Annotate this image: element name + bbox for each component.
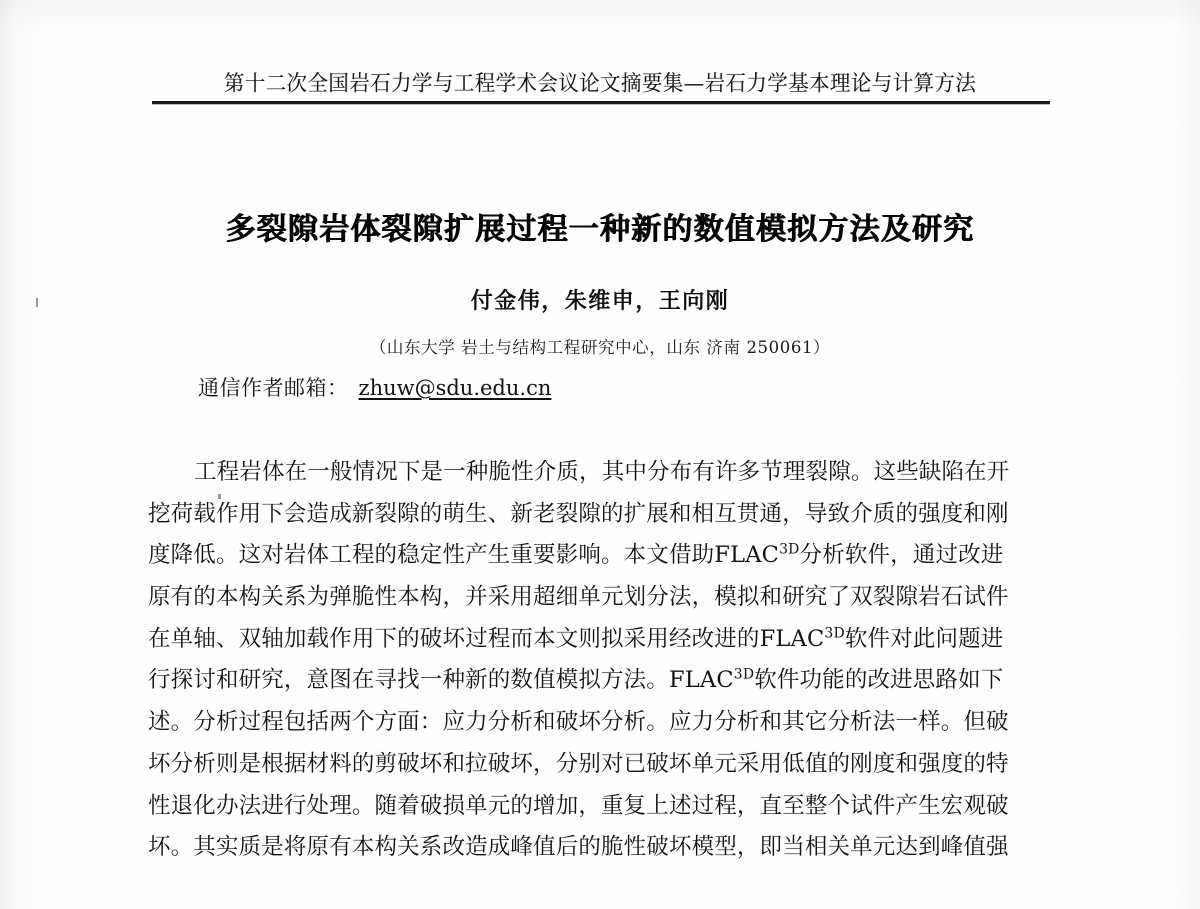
abstract-line (148, 494, 1056, 536)
abstract-line (148, 577, 1056, 619)
author-list: 付金伟，朱维申，王向刚 (470, 289, 730, 314)
scan-speck (218, 494, 221, 499)
text-run: 软件功能的改进思路如下 (754, 667, 1004, 694)
text-run: 述。分析过程包括两个方面：应力分析和破坏分析。应力分析和其它分析法一样。但破 (148, 709, 1009, 736)
abstract-line (148, 535, 1056, 577)
text-run: 度降低。这对岩体工程的稳定性产生重要影响。本文借助 (148, 542, 715, 569)
text-run: 行探讨和研究，意图在寻找一种新的数值模拟方法。 (148, 667, 669, 694)
text-run: 原有的本构关系为弹脆性本构，并采用超细单元划分法，模拟和研究了双裂隙岩石试件 (148, 584, 1009, 611)
latin-term: FLAC (759, 625, 825, 652)
abstract-line (148, 702, 1056, 744)
running-head: 第十二次全国岩石力学与工程学术会议论文摘要集—岩石力学基本理论与计算方法 (223, 70, 977, 96)
corresponding-author-email[interactable]: zhuw@sdu.edu.cn (358, 376, 552, 400)
affiliation: （山东大学 岩土与结构工程研究中心，山东 济南 250061） (369, 338, 831, 357)
running-head-rule (152, 101, 1050, 104)
text-run: 挖荷载作用下会造成新裂隙的萌生、新老裂隙的扩展和相互贯通，导致介质的强度和刚 (148, 500, 1009, 527)
text-run: 分析软件，通过改进 (799, 542, 1004, 569)
latin-term: FLAC (668, 667, 734, 694)
corresponding-author-email-line (198, 372, 551, 402)
text-run: 软件对此问题进 (844, 625, 1004, 652)
superscript-3d: 3D (779, 541, 800, 558)
page-title: 多裂隙岩体裂隙扩展过程一种新的数值模拟方法及研究 (225, 212, 975, 248)
text-run: 坏。其实质是将原有本构关系改造成峰值后的脆性破坏模型，即当相关单元达到峰值强 (148, 834, 1009, 861)
abstract-line (148, 452, 1056, 494)
scan-speck (36, 298, 38, 307)
corresponding-author-label: 通信作者邮箱： (198, 376, 349, 400)
abstract-line (148, 619, 1056, 661)
abstract-line (148, 744, 1056, 786)
superscript-3d: 3D (733, 666, 755, 683)
latin-term: FLAC (714, 542, 780, 569)
text-run: 工程岩体在一般情况下是一种脆性介质，其中分布有许多节理裂隙。这些缺陷在开 (194, 459, 1010, 485)
text-run: 坏分析则是根据材料的剪破坏和拉破坏，分别对已破坏单元采用低值的刚度和强度的特 (148, 750, 1009, 777)
text-run: 性退化办法进行处理。随着破损单元的增加，重复上述过程，直至整个试件产生宏观破 (148, 792, 1009, 819)
text-run: 在单轴、双轴加载作用下的破坏过程而本文则拟采用经改进的 (148, 625, 760, 652)
abstract-line (148, 786, 1056, 828)
abstract-line (148, 827, 1056, 869)
superscript-3d: 3D (824, 625, 845, 642)
abstract-line (148, 660, 1056, 702)
abstract-body (148, 452, 1056, 869)
